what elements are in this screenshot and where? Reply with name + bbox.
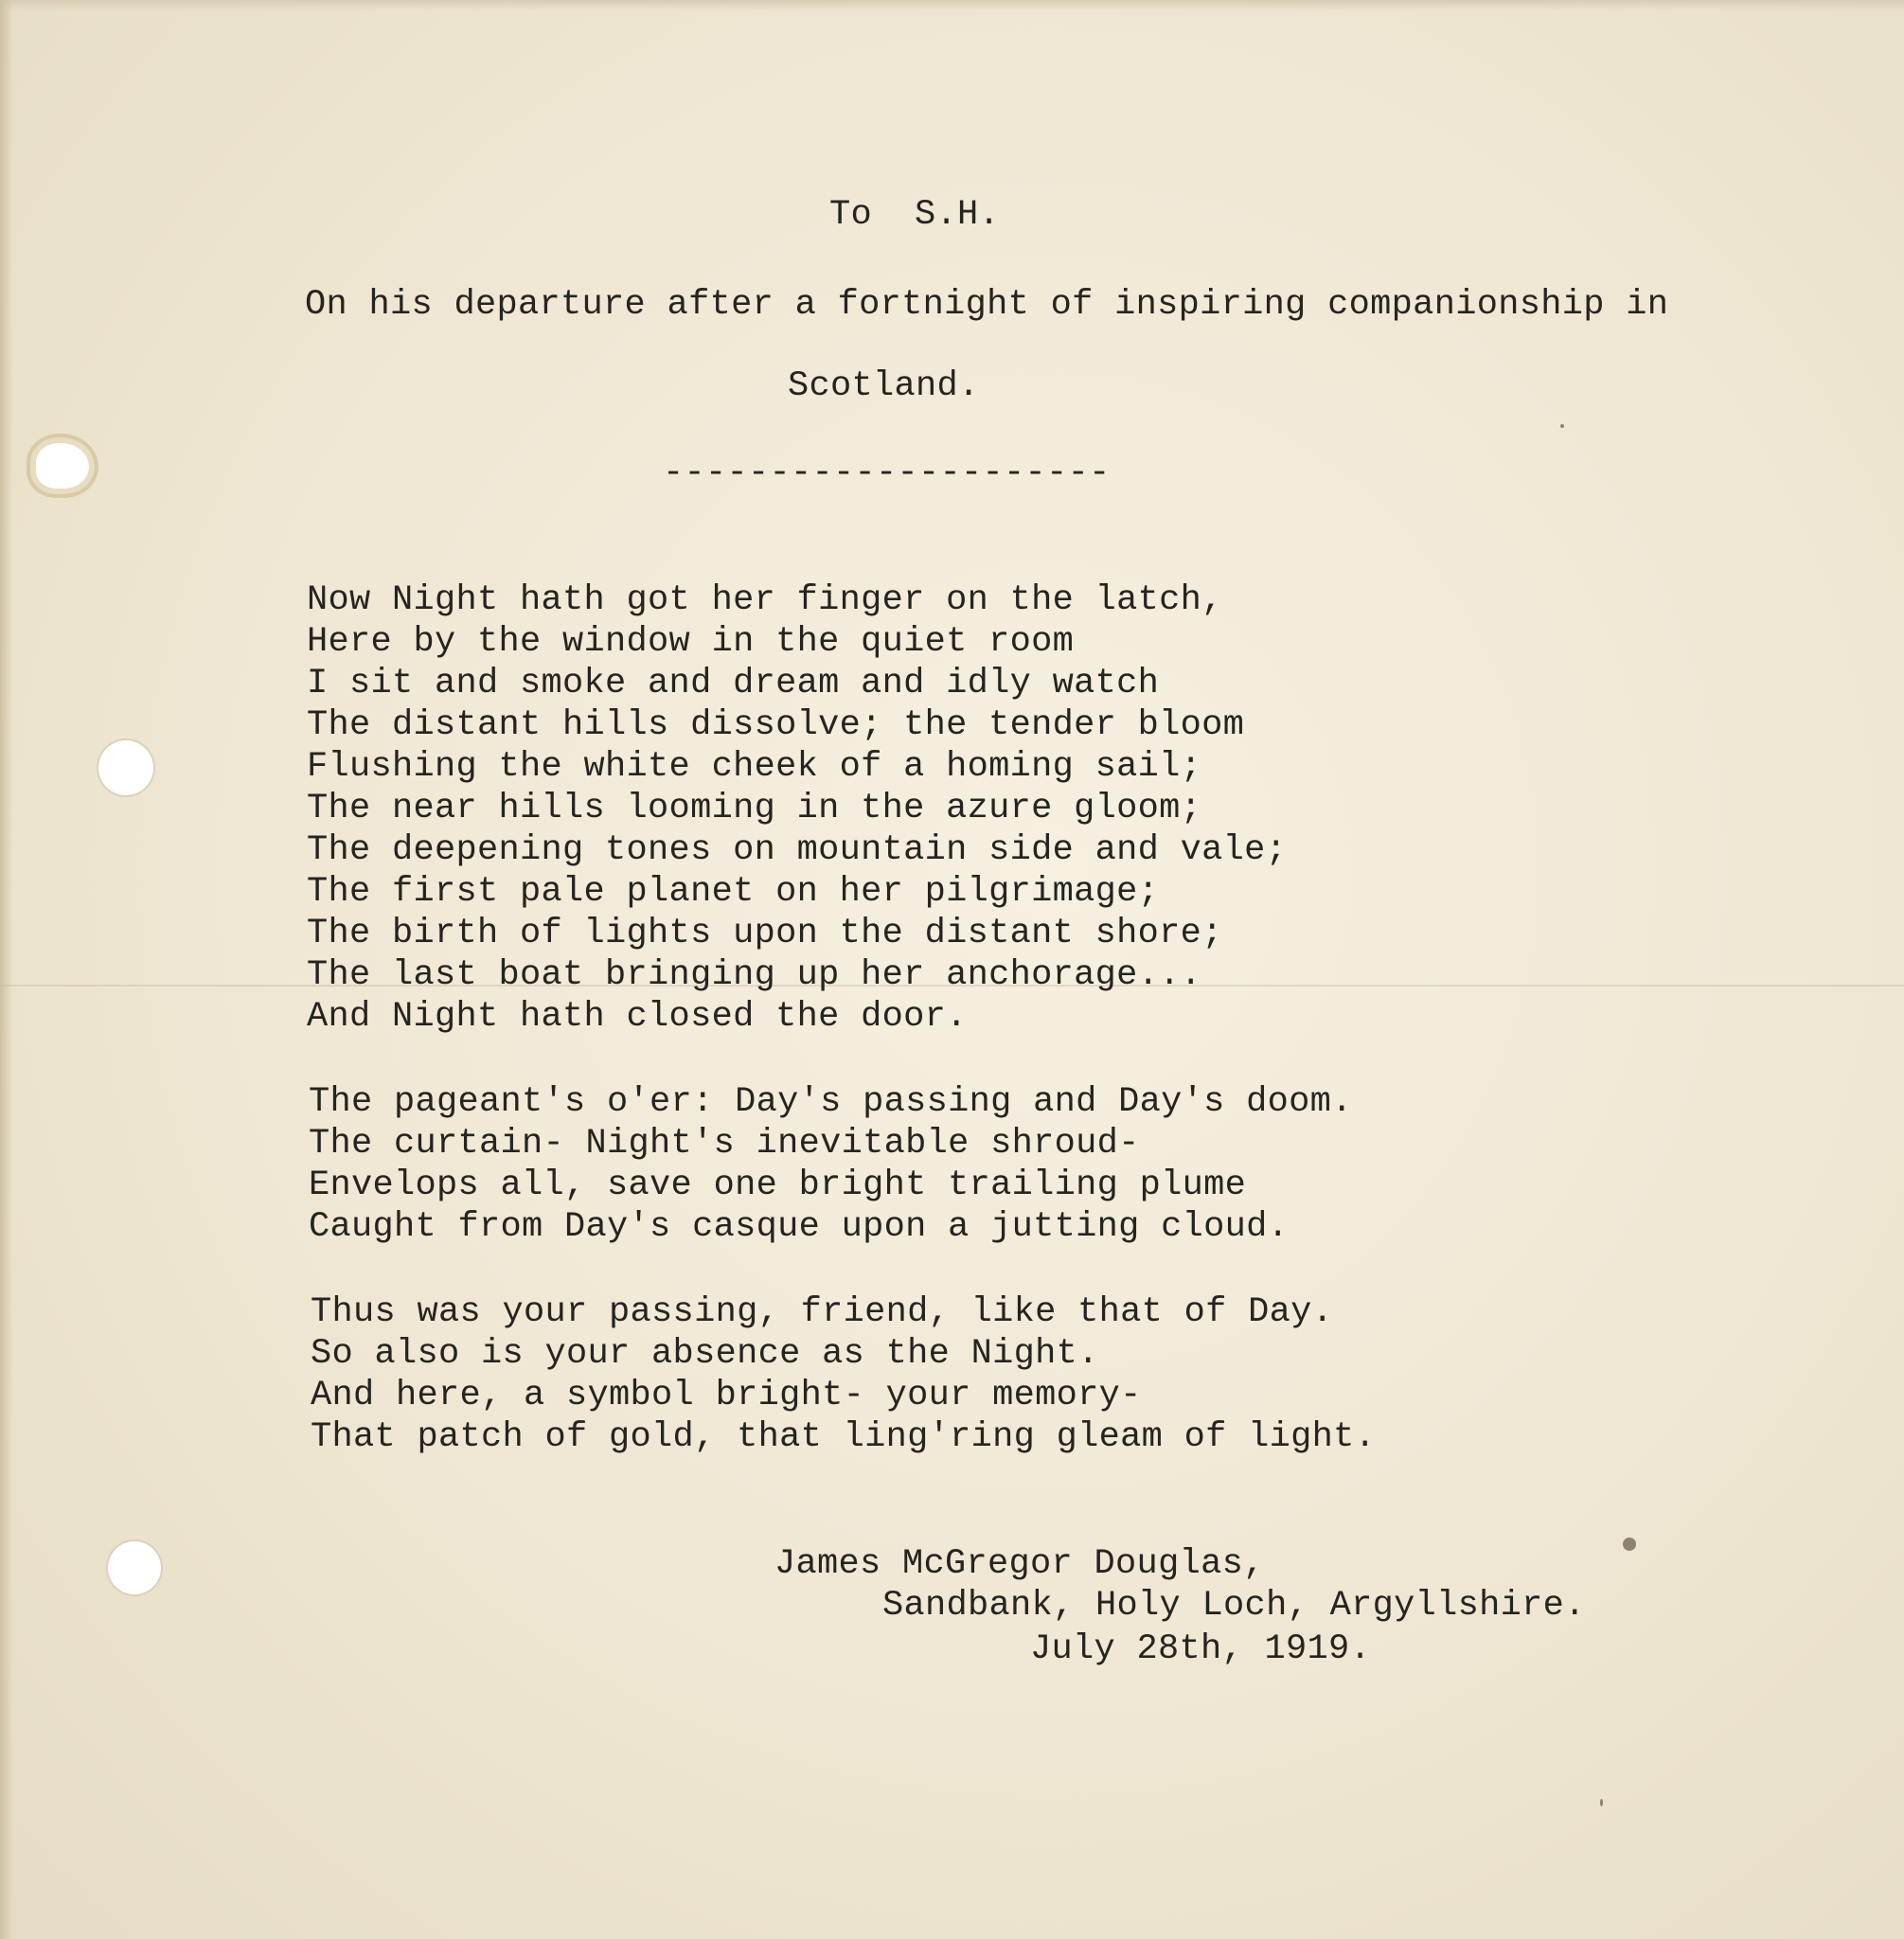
poem-line: The near hills looming in the azure gloom; <box>307 789 1202 828</box>
ink-speck <box>1600 1799 1603 1806</box>
poem-line: And here, a symbol bright- your memory- <box>311 1376 1142 1415</box>
poem-line: The deepening tones on mountain side and vale; <box>307 830 1288 870</box>
poem-line: Now Night hath got her finger on the latch, <box>307 580 1223 620</box>
paper-top-edge <box>0 0 1904 11</box>
poem-line: The birth of lights upon the distant shore; <box>307 914 1223 953</box>
poem-line: That patch of gold, that ling'ring gleam of light. <box>311 1417 1377 1457</box>
punch-hole-lower <box>108 1541 161 1594</box>
paper-left-edge <box>0 0 13 1939</box>
signature-name: James McGregor Douglas, <box>774 1544 1265 1584</box>
poem-line: The distant hills dissolve; the tender bloom <box>307 705 1245 745</box>
poem-line: The curtain- Night's inevitable shroud- <box>309 1124 1140 1164</box>
poem-line: Envelops all, save one bright trailing plume <box>309 1165 1247 1205</box>
signature-place: Sandbank, Holy Loch, Argyllshire. <box>882 1586 1586 1626</box>
heading-subtitle-line1: On his departure after a fortnight of inspiring companionship in <box>305 285 1669 325</box>
heading-to: To S.H. <box>829 195 1001 235</box>
signature-date: July 28th, 1919. <box>1030 1629 1372 1669</box>
poem-line: I sit and smoke and dream and idly watch <box>307 664 1160 703</box>
heading-rule: --------------------- <box>663 454 1111 493</box>
torn-punch-hole <box>36 443 89 489</box>
ink-speck <box>1560 424 1564 428</box>
poem-line: Here by the window in the quiet room <box>307 622 1075 662</box>
heading-subtitle-line2: Scotland. <box>788 366 980 406</box>
poem-line: Flushing the white cheek of a homing sail; <box>307 747 1202 787</box>
poem-line: And Night hath closed the door. <box>307 997 968 1037</box>
poem-line: The last boat bringing up her anchorage... <box>307 955 1202 995</box>
punch-hole-middle <box>98 740 153 795</box>
poem-line: The pageant's o'er: Day's passing and Day's doom. <box>309 1082 1353 1122</box>
poem-line: Thus was your passing, friend, like that of Day. <box>311 1292 1334 1332</box>
poem-line: Caught from Day's casque upon a jutting cloud. <box>309 1207 1290 1247</box>
poem-line: The first pale planet on her pilgrimage; <box>307 872 1160 912</box>
ink-speck <box>1623 1538 1636 1551</box>
poem-line: So also is your absence as the Night. <box>311 1334 1099 1374</box>
